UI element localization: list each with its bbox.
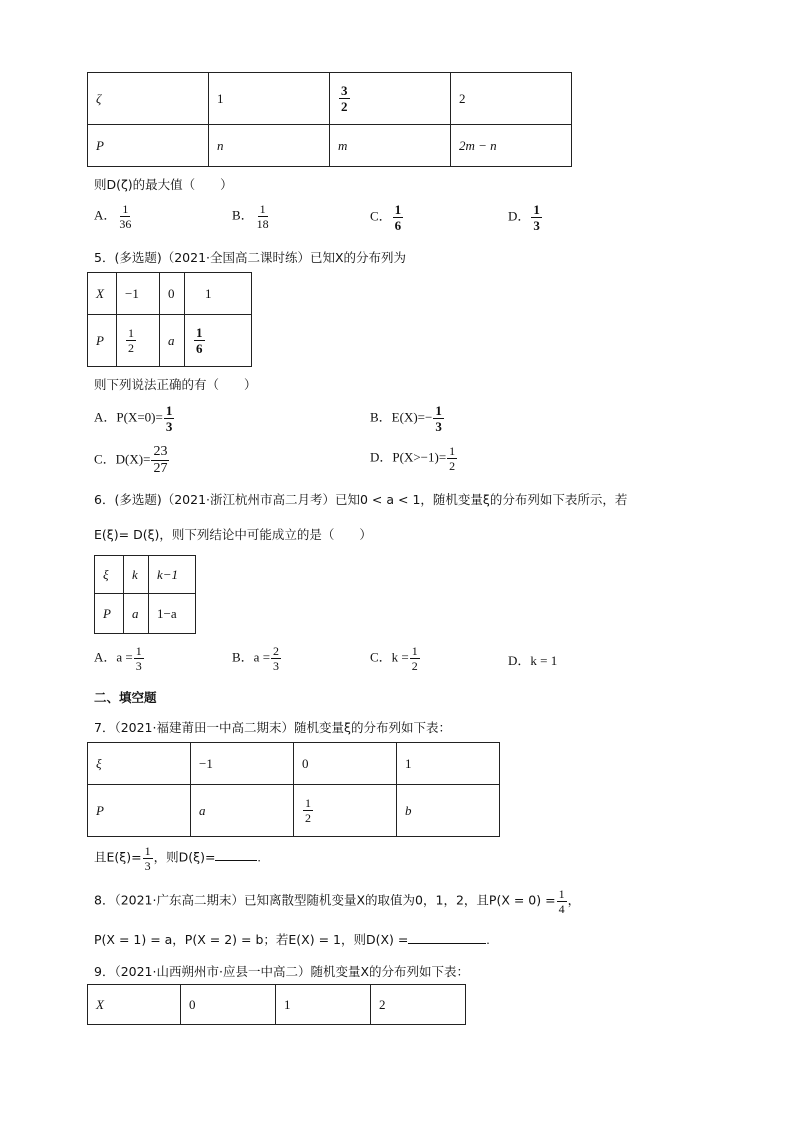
fraction: $\frac{3}{2}$ (341, 83, 348, 114)
cell-value: 1 (209, 73, 330, 125)
fraction: $\frac{1}{2}$ (128, 326, 134, 355)
q7-stem: 7．（2021·福建莆田一中高二期末）随机变量ξ的分布列如下表： (94, 720, 451, 735)
fraction: $\frac{1}{3}$ (144, 844, 151, 873)
cell-p-label: P (95, 594, 124, 634)
q4-stem: 则D(ζ)的最大值（ ） (94, 177, 233, 192)
q4-option-b: B． $\frac{1}{18}$ (232, 202, 269, 231)
fraction: $\frac{23}{27}$ (153, 444, 168, 476)
cell-x-label: X (88, 985, 181, 1025)
q5-option-b: B．E(X)=− $\frac{1}{3}$ (370, 403, 442, 434)
q5-question: 则下列说法正确的有（ ） (94, 377, 257, 392)
q8-line2: P(X = 1) = a，P(X = 2) = b；若E(X) = 1，则D(X) = . (94, 932, 490, 947)
cell-fraction (117, 315, 160, 367)
fraction: $\frac{1}{36}$ (119, 202, 132, 231)
fraction: $\frac{1}{2}$ (449, 444, 456, 473)
q6-option-a: A．a = $\frac{1}{3}$ (94, 644, 142, 673)
cell-value: −1 (117, 273, 160, 315)
cell-xi-label: ξ (88, 743, 191, 785)
cell-value: 0 (294, 743, 397, 785)
cell-value: a (160, 315, 185, 367)
cell-fraction (294, 785, 397, 837)
fraction: $\frac{1}{2}$ (305, 796, 311, 825)
cell-value: 1−a (149, 594, 196, 634)
q6-option-d: D．k = 1 (508, 653, 558, 668)
fraction: $\frac{1}{18}$ (256, 202, 269, 231)
cell-value: k−1 (149, 556, 196, 594)
cell-p-label: P (88, 125, 209, 167)
fraction: $\frac{1}{3}$ (165, 403, 173, 434)
distribution-table-xi (94, 555, 196, 634)
cell-value: n (209, 125, 330, 167)
q6-option-c: C．k = $\frac{1}{2}$ (370, 644, 418, 673)
fraction: $\frac{1}{6}$ (394, 202, 402, 233)
distribution-table-xi-q7 (87, 742, 500, 837)
cell-value: 1 (397, 743, 500, 785)
cell-value: 1 (185, 273, 252, 315)
cell-value: a (191, 785, 294, 837)
answer-blank[interactable] (408, 942, 486, 944)
cell-value: 2 (451, 73, 572, 125)
fraction: $\frac{1}{2}$ (411, 644, 418, 673)
cell-p-label: P (88, 785, 191, 837)
distribution-table-x-q9 (87, 984, 466, 1025)
fraction: $\frac{2}{3}$ (273, 644, 280, 673)
fraction: $\frac{1}{6}$ (196, 325, 203, 356)
cell-value: −1 (191, 743, 294, 785)
cell-fraction (185, 315, 252, 367)
fraction: $\frac{1}{3}$ (135, 644, 142, 673)
answer-blank[interactable] (215, 859, 257, 861)
q6-option-b: B．a = $\frac{2}{3}$ (232, 644, 280, 673)
cell-value: a (124, 594, 149, 634)
q9-stem: 9．（2021·山西朔州市·应县一中高二）随机变量X的分布列如下表： (94, 964, 470, 979)
q6-stem-line1: 6．(多选题)（2021·浙江杭州市高二月考）已知0 < a < 1，随机变量ξ的分布列如下表所示，若 (94, 492, 628, 507)
fraction: $\frac{1}{3}$ (533, 202, 540, 233)
q5-option-a: A．P(X=0)= $\frac{1}{3}$ (94, 403, 173, 434)
q5-option-c: C．D(X)= $\frac{23}{27}$ (94, 444, 168, 476)
cell-value: 1 (276, 985, 371, 1025)
cell-value: 2 (371, 985, 466, 1025)
distribution-table-zeta (87, 72, 572, 167)
cell-value: b (397, 785, 500, 837)
q7-tail: 且E(ξ)= $\frac{1}{3}$ ，则D(ξ)= . (94, 844, 261, 873)
fraction: $\frac{1}{4}$ (558, 887, 565, 916)
q8-line1: 8．（2021·广东高二期末）已知离散型随机变量X的取值为0，1，2，且P(X = 0) = $\frac{1}{4}$ ， (94, 887, 581, 916)
distribution-table-x (87, 272, 252, 367)
cell-value: 2m − n (451, 125, 572, 167)
cell-zeta-label: ζ (88, 73, 209, 125)
q4-option-d: D． $\frac{1}{3}$ (508, 202, 540, 233)
cell-value: m (330, 125, 451, 167)
cell-xi-label: ξ (95, 556, 124, 594)
q4-option-a: A． $\frac{1}{36}$ (94, 202, 132, 231)
q6-stem-line2: E(ξ)= D(ξ)，则下列结论中可能成立的是（ ） (94, 527, 372, 542)
q4-option-c: C． $\frac{1}{6}$ (370, 202, 402, 233)
fraction: $\frac{1}{3}$ (435, 403, 442, 434)
cell-value: 0 (181, 985, 276, 1025)
cell-value: 0 (160, 273, 185, 315)
cell-fraction (330, 73, 451, 125)
q5-option-d: D．P(X>−1)= $\frac{1}{2}$ (370, 444, 456, 473)
cell-p-label: P (88, 315, 117, 367)
section-title-fill-in: 二、填空题 (94, 690, 157, 705)
cell-x-label: X (88, 273, 117, 315)
cell-value: k (124, 556, 149, 594)
q5-stem: 5．(多选题)（2021·全国高二课时练）已知X的分布列为 (94, 250, 407, 265)
